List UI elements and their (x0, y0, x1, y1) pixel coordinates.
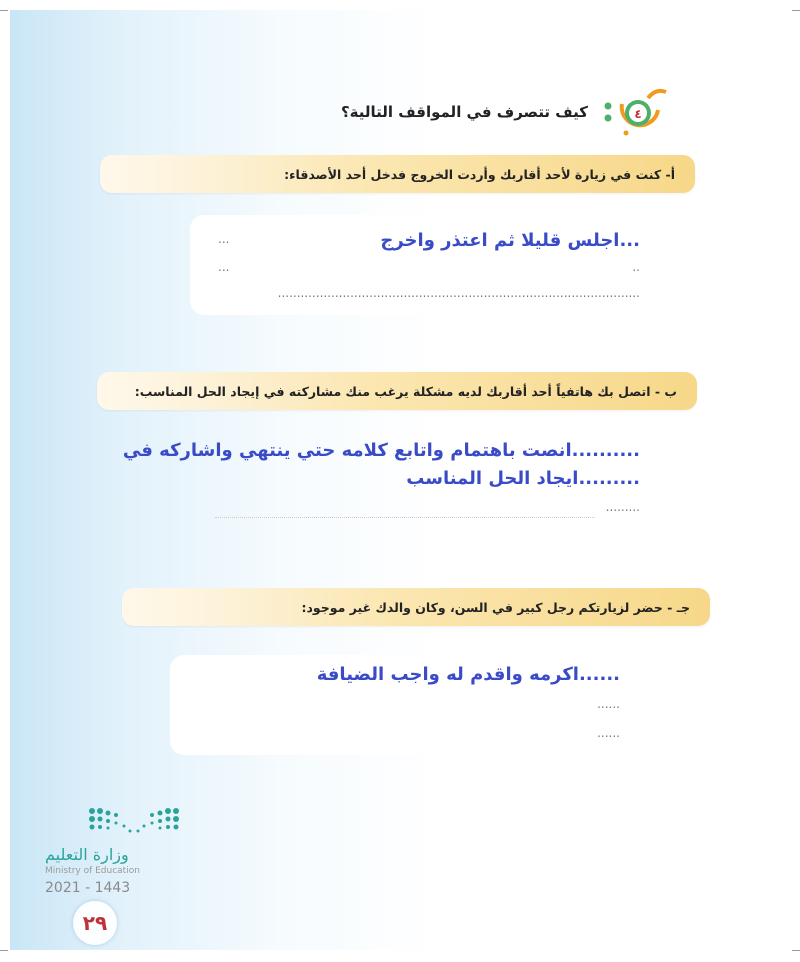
answer-a-line-2[interactable]: .. (632, 260, 640, 274)
answer-c-line-2[interactable]: ...... (597, 697, 620, 711)
answer-b-rule (215, 517, 595, 518)
answer-a-left-dots-2: ... (218, 260, 230, 274)
answer-b-line-2[interactable]: .........ايجاد الحل المناسب (406, 468, 640, 489)
crop-mark (792, 10, 800, 11)
crop-mark (0, 10, 8, 11)
page-number: ٢٩ (73, 901, 117, 945)
lesson-number: ٤ (634, 107, 642, 121)
lesson-title-row (341, 103, 588, 121)
answer-a-left-dots-1: ... (218, 232, 230, 246)
answer-c-line-1[interactable]: ......اكرمه واقدم له واجب الضيافة (316, 664, 620, 685)
crop-mark (792, 950, 800, 951)
ministry-name-ar: وزارة التعليم (45, 845, 129, 864)
ministry-logo-icon (40, 806, 190, 846)
crop-mark (0, 950, 8, 951)
answer-a-line-1[interactable]: ...اجلس قليلا ثم اعتذر واخرج (380, 230, 640, 251)
lesson-title: كيف تتصرف في المواقف التالية؟ (340, 103, 588, 121)
situation-a-prompt: أ- كنت في زيارة لأحد أقاربك وأردت الخروج فدخل أحد الأصدقاء: (100, 155, 695, 193)
answer-a-line-3[interactable]: ............................................................................................... (277, 286, 640, 300)
situation-c-prompt: جـ - حضر لزيارتكم رجل كبير في السن، وكان والدك غير موجود: (122, 588, 710, 626)
edition-year: 2021 - 1443 (45, 880, 131, 896)
answer-c-line-3[interactable]: ...... (597, 726, 620, 740)
answer-b-line-1[interactable]: ..........انصت باهتمام واتابع كلامه حتي ينتهي واشاركه في (122, 440, 640, 461)
ministry-name-en: Ministry of Education (45, 866, 140, 876)
lesson-number-icon (600, 84, 670, 140)
answer-b-line-3[interactable]: ......... (605, 500, 640, 514)
situation-b-prompt: ب - اتصل بك هاتفياً أحد أقاربك لديه مشكلة يرغب منك مشاركته في إيجاد الحل المناسب: (97, 372, 697, 410)
